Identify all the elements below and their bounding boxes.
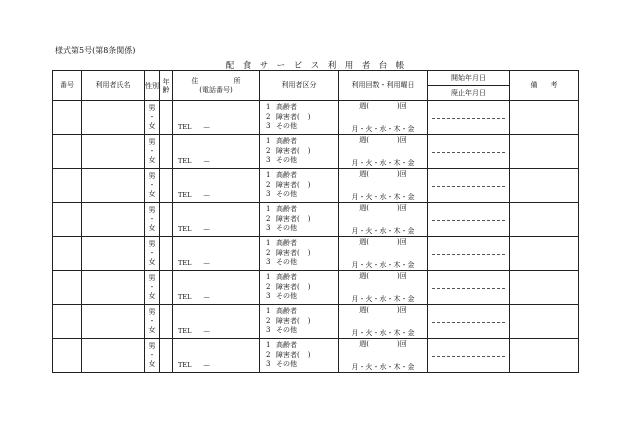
sex-dot: ・ (148, 351, 156, 359)
number-cell[interactable] (53, 237, 82, 271)
sex-dot: ・ (148, 317, 156, 325)
form-number: 様式第5号(第8条関係) (55, 46, 136, 55)
phone-line (178, 259, 210, 267)
header-sex: 性別 (145, 71, 160, 101)
sex-female: 女 (148, 190, 156, 198)
sex-female: 女 (148, 326, 156, 334)
times-label: )回 (397, 272, 407, 280)
weekly-count (339, 305, 427, 315)
category-num-3: 3 (266, 190, 271, 199)
category-num-2: 2 (266, 350, 271, 359)
category-elderly (266, 137, 338, 147)
category-disabled-label: 障害者( (276, 282, 300, 291)
frequency-cell[interactable] (339, 339, 428, 373)
date-divider (432, 356, 505, 357)
name-cell[interactable] (82, 169, 145, 203)
category-elderly-label: 高齢者 (276, 137, 297, 146)
date-cell[interactable] (428, 135, 510, 169)
category-num-1: 1 (266, 307, 271, 316)
address-cell[interactable] (173, 339, 260, 373)
header-category: 利用者区分 (260, 71, 339, 101)
sex-female: 女 (148, 258, 156, 266)
date-divider (432, 322, 505, 323)
category-other (266, 360, 338, 370)
number-cell[interactable] (53, 305, 82, 339)
category-cell[interactable] (260, 237, 339, 271)
age-cell[interactable] (160, 339, 173, 373)
name-cell[interactable] (82, 339, 145, 373)
category-disabled-close: ) (307, 214, 311, 223)
category-disabled-close: ) (307, 282, 311, 291)
frequency-cell[interactable] (339, 271, 428, 305)
tel-label: TEL (178, 191, 192, 199)
category-elderly-label: 高齢者 (276, 171, 297, 180)
age-cell[interactable] (160, 305, 173, 339)
name-cell[interactable] (82, 237, 145, 271)
tel-dash: — (203, 123, 210, 131)
header-address (173, 71, 260, 101)
sex-male: 男 (148, 240, 156, 248)
sex-female: 女 (148, 122, 156, 130)
category-disabled-label: 障害者( (276, 180, 300, 189)
tel-label: TEL (178, 225, 192, 233)
frequency-cell[interactable] (339, 237, 428, 271)
sex-dot: ・ (148, 147, 156, 155)
sex-cell[interactable] (145, 339, 160, 373)
header-remarks-b: 考 (550, 81, 558, 89)
category-other (266, 190, 338, 200)
category-num-2: 2 (266, 316, 271, 325)
tel-dash: — (203, 259, 210, 267)
table-row (53, 237, 579, 271)
header-start-date: 開始年月日 (428, 71, 510, 86)
tel-label: TEL (178, 259, 192, 267)
category-elderly-label: 高齢者 (276, 307, 297, 316)
date-divider (432, 220, 505, 221)
table-row (53, 203, 579, 237)
week-label: 週( (359, 102, 369, 110)
sex-male: 男 (148, 138, 156, 146)
date-cell[interactable] (428, 101, 510, 135)
category-disabled-label: 障害者( (276, 350, 300, 359)
frequency-cell[interactable] (339, 203, 428, 237)
category-other (266, 224, 338, 234)
page-title: 配 食 サ ー ビ ス 利 用 者 台 帳 (225, 61, 405, 71)
category-disabled (266, 351, 338, 361)
age-cell[interactable] (160, 101, 173, 135)
sex-cell[interactable] (145, 101, 160, 135)
date-divider (432, 288, 505, 289)
category-elderly-label: 高齢者 (276, 205, 297, 214)
category-disabled-close: ) (307, 146, 311, 155)
category-other (266, 326, 338, 336)
category-disabled-label: 障害者( (276, 146, 300, 155)
header-age: 年齢 (160, 71, 173, 101)
remarks-cell[interactable] (510, 305, 579, 339)
category-other-label: その他 (276, 190, 297, 199)
sex-cell[interactable] (145, 237, 160, 271)
category-disabled (266, 181, 338, 191)
remarks-cell[interactable] (510, 101, 579, 135)
sex-dot: ・ (148, 181, 156, 189)
category-num-1: 1 (266, 205, 271, 214)
phone-line (178, 157, 210, 165)
tel-label: TEL (178, 123, 192, 131)
sex-cell[interactable] (145, 305, 160, 339)
category-cell[interactable] (260, 271, 339, 305)
category-num-1: 1 (266, 137, 271, 146)
week-label: 週( (359, 204, 369, 212)
address-cell[interactable] (173, 271, 260, 305)
table-row (53, 271, 579, 305)
category-num-3: 3 (266, 156, 271, 165)
category-num-3: 3 (266, 360, 271, 369)
age-cell[interactable] (160, 169, 173, 203)
weekly-count (339, 169, 427, 179)
table-row (53, 339, 579, 373)
category-other-label: その他 (276, 258, 297, 267)
category-other (266, 258, 338, 268)
header-remarks (510, 71, 579, 101)
address-cell[interactable] (173, 237, 260, 271)
week-label: 週( (359, 136, 369, 144)
tel-dash: — (203, 225, 210, 233)
category-disabled-label: 障害者( (276, 248, 300, 257)
number-cell[interactable] (53, 101, 82, 135)
name-cell[interactable] (82, 203, 145, 237)
category-num-1: 1 (266, 273, 271, 282)
tel-dash: — (203, 361, 210, 369)
name-cell[interactable] (82, 135, 145, 169)
date-cell[interactable] (428, 169, 510, 203)
sex-cell[interactable] (145, 203, 160, 237)
sex-dot: ・ (148, 283, 156, 291)
header-phone-label: (電話番号) (199, 85, 233, 94)
times-label: )回 (397, 204, 407, 212)
category-disabled-label: 障害者( (276, 214, 300, 223)
date-cell[interactable] (428, 339, 510, 373)
weekday-list: 月・火・水・木・金 (351, 295, 415, 303)
tel-label: TEL (178, 293, 192, 301)
sex-dot: ・ (148, 215, 156, 223)
times-label: )回 (397, 340, 407, 348)
category-num-1: 1 (266, 171, 271, 180)
remarks-cell[interactable] (510, 203, 579, 237)
date-divider (432, 186, 505, 187)
category-elderly (266, 273, 338, 283)
sex-female: 女 (148, 292, 156, 300)
category-num-2: 2 (266, 248, 271, 257)
category-disabled-close: ) (307, 248, 311, 257)
sex-female: 女 (148, 224, 156, 232)
times-label: )回 (397, 170, 407, 178)
phone-line (178, 361, 210, 369)
weekly-count (339, 237, 427, 247)
frequency-cell[interactable] (339, 101, 428, 135)
week-label: 週( (359, 340, 369, 348)
tel-dash: — (203, 191, 210, 199)
category-elderly (266, 307, 338, 317)
category-elderly-label: 高齢者 (276, 239, 297, 248)
tel-dash: — (203, 327, 210, 335)
category-num-2: 2 (266, 282, 271, 291)
number-cell[interactable] (53, 339, 82, 373)
category-num-3: 3 (266, 292, 271, 301)
category-cell[interactable] (260, 135, 339, 169)
remarks-cell[interactable] (510, 169, 579, 203)
address-cell[interactable] (173, 135, 260, 169)
sex-cell[interactable] (145, 271, 160, 305)
category-other-label: その他 (276, 122, 297, 131)
category-disabled (266, 147, 338, 157)
sex-male: 男 (148, 308, 156, 316)
sex-male: 男 (148, 172, 156, 180)
category-cell[interactable] (260, 101, 339, 135)
category-other (266, 156, 338, 166)
remarks-cell[interactable] (510, 237, 579, 271)
number-cell[interactable] (53, 271, 82, 305)
category-disabled-close: ) (307, 316, 311, 325)
table-row (53, 169, 579, 203)
address-cell[interactable] (173, 203, 260, 237)
category-disabled-close: ) (307, 350, 311, 359)
date-cell[interactable] (428, 305, 510, 339)
age-cell[interactable] (160, 135, 173, 169)
category-disabled (266, 249, 338, 259)
times-label: )回 (397, 136, 407, 144)
category-disabled (266, 215, 338, 225)
week-label: 週( (359, 170, 369, 178)
category-num-3: 3 (266, 258, 271, 267)
header-frequency: 利用回数・利用曜日 (339, 71, 428, 101)
category-cell[interactable] (260, 203, 339, 237)
category-other-label: その他 (276, 156, 297, 165)
category-elderly-label: 高齢者 (276, 341, 297, 350)
tel-label: TEL (178, 361, 192, 369)
tel-label: TEL (178, 157, 192, 165)
registry-table (52, 70, 579, 373)
category-num-3: 3 (266, 326, 271, 335)
category-num-3: 3 (266, 224, 271, 233)
sex-male: 男 (148, 104, 156, 112)
date-divider (432, 118, 505, 119)
frequency-cell[interactable] (339, 169, 428, 203)
address-cell[interactable] (173, 305, 260, 339)
sex-cell[interactable] (145, 135, 160, 169)
week-label: 週( (359, 272, 369, 280)
weekday-list: 月・火・水・木・金 (351, 363, 415, 371)
category-cell[interactable] (260, 169, 339, 203)
date-cell[interactable] (428, 203, 510, 237)
sex-male: 男 (148, 342, 156, 350)
remarks-cell[interactable] (510, 135, 579, 169)
phone-line (178, 293, 210, 301)
number-cell[interactable] (53, 169, 82, 203)
category-elderly (266, 171, 338, 181)
weekday-list: 月・火・水・木・金 (351, 193, 415, 201)
weekly-count (339, 203, 427, 213)
table-row (53, 305, 579, 339)
sex-female: 女 (148, 360, 156, 368)
category-num-1: 1 (266, 239, 271, 248)
times-label: )回 (397, 238, 407, 246)
frequency-cell[interactable] (339, 305, 428, 339)
category-other (266, 292, 338, 302)
name-cell[interactable] (82, 101, 145, 135)
category-other-label: その他 (276, 360, 297, 369)
name-cell[interactable] (82, 305, 145, 339)
sex-male: 男 (148, 274, 156, 282)
phone-line (178, 123, 210, 131)
category-other-label: その他 (276, 224, 297, 233)
sex-male: 男 (148, 206, 156, 214)
weekday-list: 月・火・水・木・金 (351, 159, 415, 167)
weekly-count (339, 271, 427, 281)
address-cell[interactable] (173, 101, 260, 135)
age-cell[interactable] (160, 237, 173, 271)
frequency-cell[interactable] (339, 135, 428, 169)
header-name: 利用者氏名 (82, 71, 145, 101)
sex-dot: ・ (148, 249, 156, 257)
category-elderly-label: 高齢者 (276, 103, 297, 112)
weekly-count (339, 101, 427, 111)
category-num-2: 2 (266, 180, 271, 189)
category-disabled-close: ) (307, 180, 311, 189)
sex-cell[interactable] (145, 169, 160, 203)
sex-dot: ・ (148, 113, 156, 121)
weekday-list: 月・火・水・木・金 (351, 261, 415, 269)
category-elderly (266, 341, 338, 351)
category-num-2: 2 (266, 112, 271, 121)
weekly-count (339, 339, 427, 349)
tel-dash: — (203, 157, 210, 165)
category-elderly-label: 高齢者 (276, 273, 297, 282)
category-elderly (266, 239, 338, 249)
number-cell[interactable] (53, 135, 82, 169)
category-cell[interactable] (260, 305, 339, 339)
address-cell[interactable] (173, 169, 260, 203)
remarks-cell[interactable] (510, 271, 579, 305)
table-row (53, 101, 579, 135)
registry-rows (53, 101, 579, 373)
date-cell[interactable] (428, 271, 510, 305)
phone-line (178, 191, 210, 199)
weekday-list: 月・火・水・木・金 (351, 227, 415, 235)
header-remarks-a: 備 (530, 81, 538, 89)
category-other-label: その他 (276, 292, 297, 301)
date-divider (432, 152, 505, 153)
tel-dash: — (203, 293, 210, 301)
category-num-1: 1 (266, 341, 271, 350)
category-disabled-label: 障害者( (276, 112, 300, 121)
weekday-list: 月・火・水・木・金 (351, 125, 415, 133)
category-num-2: 2 (266, 214, 271, 223)
sex-female: 女 (148, 156, 156, 164)
name-cell[interactable] (82, 271, 145, 305)
category-elderly (266, 205, 338, 215)
header-address-label: 住 所 (191, 76, 241, 85)
times-label: )回 (397, 306, 407, 314)
age-cell[interactable] (160, 203, 173, 237)
category-disabled (266, 113, 338, 123)
category-num-3: 3 (266, 122, 271, 131)
category-num-1: 1 (266, 103, 271, 112)
date-cell[interactable] (428, 237, 510, 271)
date-divider (432, 254, 505, 255)
header-end-date: 廃止年月日 (428, 86, 510, 101)
table-row (53, 135, 579, 169)
category-num-2: 2 (266, 146, 271, 155)
header-number: 番号 (53, 71, 82, 101)
category-disabled-label: 障害者( (276, 316, 300, 325)
weekly-count (339, 135, 427, 145)
category-other-label: その他 (276, 326, 297, 335)
category-elderly (266, 103, 338, 113)
category-cell[interactable] (260, 339, 339, 373)
weekday-list: 月・火・水・木・金 (351, 329, 415, 337)
times-label: )回 (397, 102, 407, 110)
age-cell[interactable] (160, 271, 173, 305)
week-label: 週( (359, 306, 369, 314)
phone-line (178, 225, 210, 233)
phone-line (178, 327, 210, 335)
number-cell[interactable] (53, 203, 82, 237)
category-disabled (266, 317, 338, 327)
tel-label: TEL (178, 327, 192, 335)
category-other (266, 122, 338, 132)
week-label: 週( (359, 238, 369, 246)
category-disabled-close: ) (307, 112, 311, 121)
remarks-cell[interactable] (510, 339, 579, 373)
category-disabled (266, 283, 338, 293)
